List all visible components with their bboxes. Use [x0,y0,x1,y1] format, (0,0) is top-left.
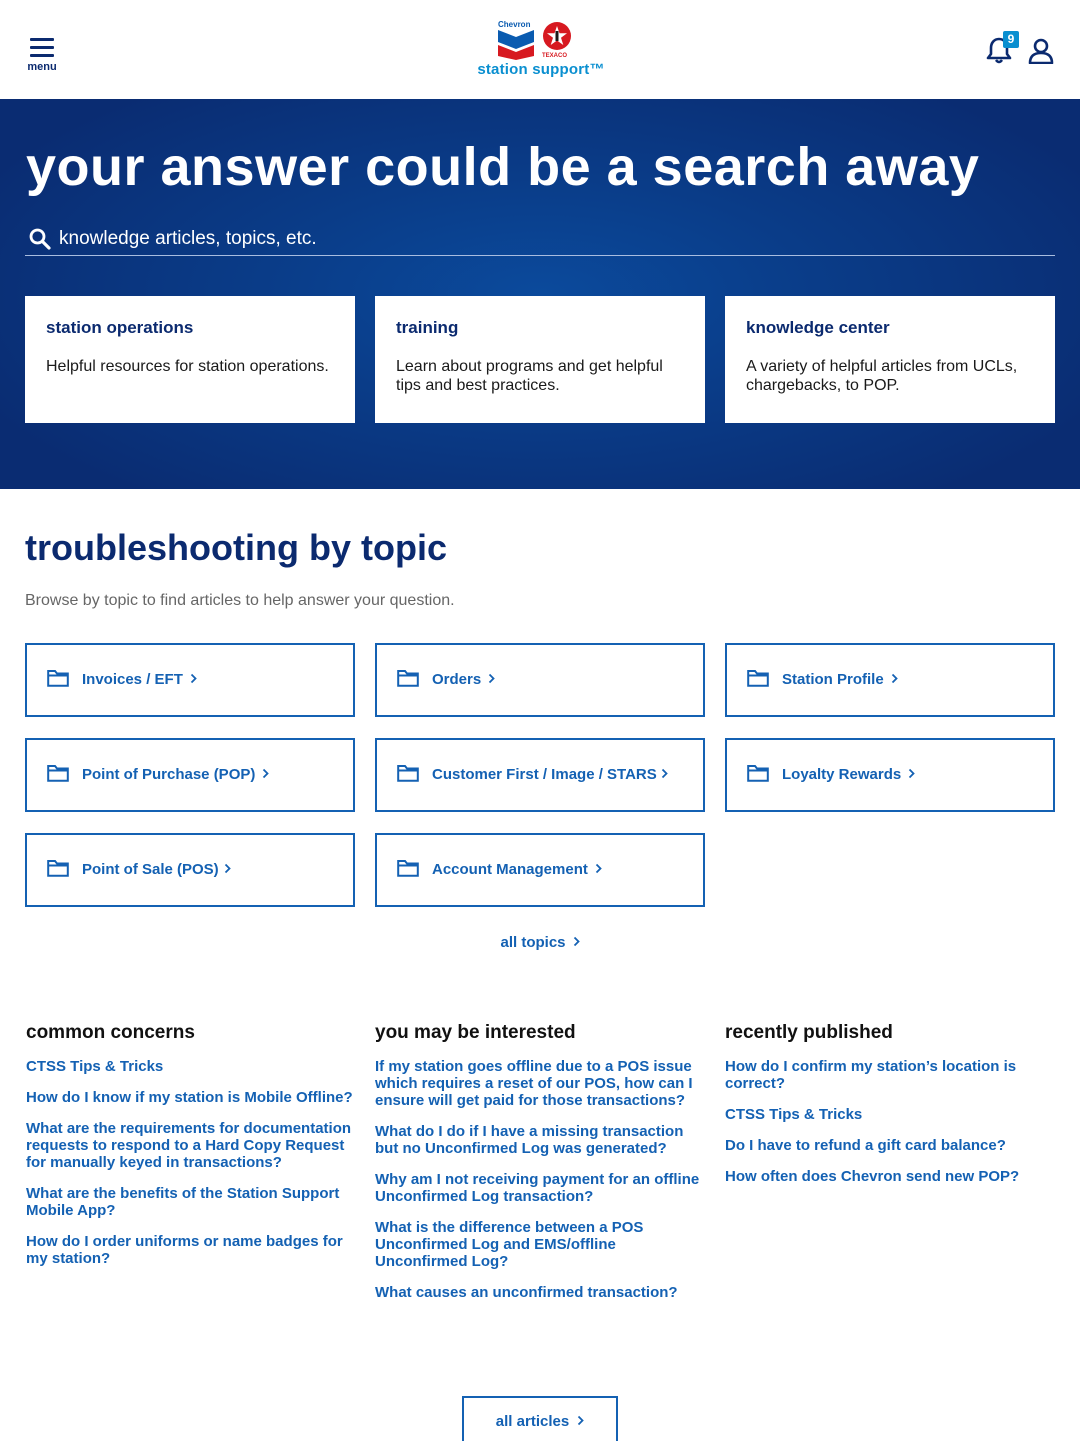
topic-customer-first[interactable] [375,738,705,812]
article-link[interactable]: What are the requirements for documentation requests to respond to a Hard Copy Request for manually keyed in transactions? [26,1120,352,1171]
card-title: knowledge center [746,318,890,337]
article-link[interactable]: If my station goes offline due to a POS issue which requires a reset of our POS, how can I ensure will get paid for those transactions? [375,1058,693,1109]
topic-label: Orders [432,671,482,688]
folder-icon [747,669,769,687]
card-title: training [396,318,459,337]
chevron-right-icon [573,936,580,947]
topic-invoices-eft[interactable] [25,643,355,717]
chevron-right-icon [488,673,495,684]
folder-icon [397,669,419,687]
article-link[interactable]: How often does Chevron send new POP? [725,1168,1020,1185]
chevron-logo-icon [498,30,534,60]
column-heading: common concerns [26,1022,195,1043]
all-topics-label: all topics [500,934,566,951]
recently-published-column [725,1022,1055,1199]
search-bar [25,222,1055,256]
column-heading: recently published [725,1022,893,1043]
chevron-wordmark: Chevron [498,20,531,29]
topic-account-management[interactable] [375,833,705,907]
article-link[interactable]: CTSS Tips & Tricks [725,1106,863,1123]
chevron-right-icon [190,673,197,684]
article-link[interactable]: How do I order uniforms or name badges for my station? [26,1233,343,1267]
topic-label: Account Management [432,861,588,878]
topic-label: Loyalty Rewards [782,766,902,783]
chevron-right-icon [577,1415,584,1426]
hamburger-icon [24,38,60,57]
station-support-tagline: station support™ [477,61,605,78]
topic-label: Invoices / EFT [82,671,183,688]
topic-label: Station Profile [782,671,884,688]
chevron-right-icon [224,863,231,874]
topic-label: Customer First / Image / STARS [432,766,657,783]
all-topics-link[interactable] [440,934,640,951]
common-concerns-column [26,1022,356,1281]
card-station-operations[interactable] [25,296,355,423]
notifications-button[interactable] [986,32,1015,66]
user-icon [1028,38,1054,64]
topic-point-of-sale[interactable] [25,833,355,907]
chevron-right-icon [908,768,915,779]
card-training[interactable] [375,296,705,423]
article-link[interactable]: How do I know if my station is Mobile Offline? [26,1089,353,1106]
chevron-right-icon [891,673,898,684]
chevron-right-icon [661,768,668,779]
all-articles-button[interactable] [462,1396,618,1441]
article-link[interactable]: How do I confirm my station’s location is correct? [725,1058,1017,1092]
troubleshooting-subtitle: Browse by topic to find articles to help answer your question. [25,592,455,609]
card-description: Learn about programs and get helpful tips and best practices. [396,358,663,394]
article-link[interactable]: What is the difference between a POS Unconfirmed Log and EMS/offline Unconfirmed Log? [375,1219,644,1270]
troubleshooting-title: troubleshooting by topic [25,527,447,568]
topic-orders[interactable] [375,643,705,717]
topic-point-of-purchase[interactable] [25,738,355,812]
folder-icon [47,859,69,877]
article-link[interactable]: What are the benefits of the Station Support Mobile App? [26,1185,340,1219]
card-title: station operations [46,318,194,337]
notification-count-badge: 9 [1003,31,1019,48]
you-may-be-interested-column [375,1022,705,1315]
texaco-wordmark: TEXACO [542,53,568,59]
topic-label: Point of Sale (POS) [82,861,219,878]
article-link[interactable]: Do I have to refund a gift card balance? [725,1137,1006,1154]
menu-label: menu [27,61,57,73]
menu-button[interactable] [24,38,60,80]
search-icon[interactable] [29,228,51,250]
account-button[interactable] [1028,38,1056,66]
folder-icon [397,764,419,782]
search-input[interactable] [59,225,1039,253]
folder-icon [397,859,419,877]
chevron-right-icon [262,768,269,779]
all-articles-label: all articles [495,1413,570,1430]
topic-loyalty-rewards[interactable] [725,738,1055,812]
folder-icon [47,669,69,687]
card-description: Helpful resources for station operations. [46,358,329,375]
article-link[interactable]: CTSS Tips & Tricks [26,1058,164,1075]
folder-icon [47,764,69,782]
folder-icon [747,764,769,782]
topic-label: Point of Purchase (POP) [82,766,256,783]
column-heading: you may be interested [375,1022,576,1043]
topic-station-profile[interactable] [725,643,1055,717]
article-link[interactable]: What causes an unconfirmed transaction? [375,1284,678,1301]
card-description: A variety of helpful articles from UCLs, chargebacks, to POP. [746,358,1018,394]
hero-title: your answer could be a search away [26,137,980,197]
article-link[interactable]: Why am I not receiving payment for an offline Unconfirmed Log transaction? [375,1171,700,1205]
chevron-right-icon [595,863,602,874]
article-link[interactable]: What do I do if I have a missing transaction but no Unconfirmed Log was generated? [375,1123,684,1157]
card-knowledge-center[interactable] [725,296,1055,423]
hero-section [0,99,1080,489]
station-support-logo[interactable] [474,18,608,82]
texaco-logo-icon [542,21,572,51]
top-header [0,0,1080,99]
